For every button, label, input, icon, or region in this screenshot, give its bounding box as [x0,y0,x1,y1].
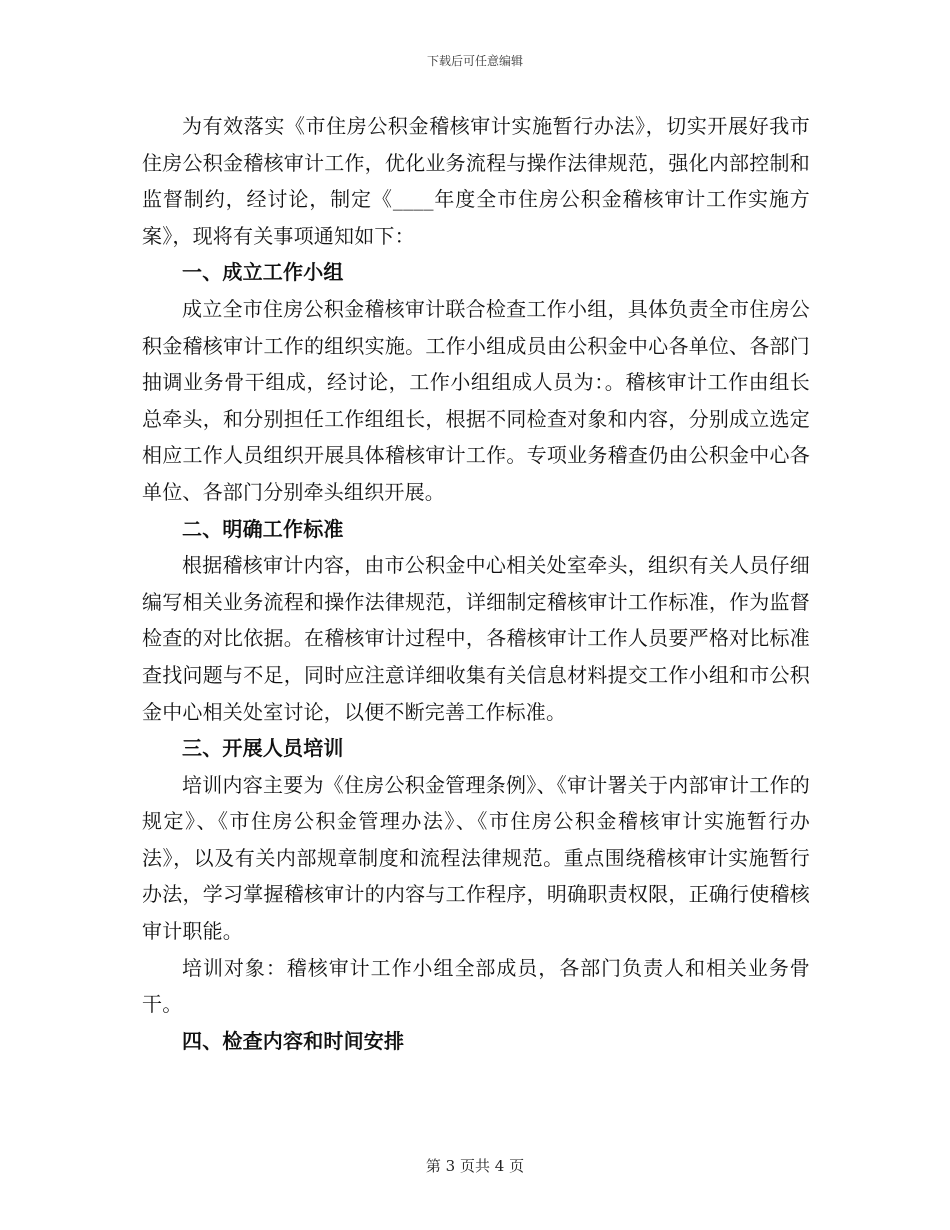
section-3-paragraph-2: 培训对象：稽核审计工作小组全部成员，各部门负责人和相关业务骨干。 [142,955,810,1017]
page-footer: 第 3 页共 4 页 [425,1157,525,1175]
section-heading-2: 二、明确工作标准 [182,516,344,541]
document-body [142,108,810,1059]
section-heading-1: 一、成立工作小组 [182,260,344,285]
section-3-paragraph-1: 培训内容主要为《住房公积金管理条例》、《审计署关于内部审计工作的规定》、《市住房公积金管理办法》、《市住房公积金稽核审计实施暂行办法》，以及有关内部规章制度和流程法律规范。重点围绕稽核审计实施暂行办法，学习掌握稽核审计的内容与工作程序，明确职责权限，正确行使稽核审计职能。 [142,772,810,944]
section-1-paragraph: 成立全市住房公积金稽核审计联合检查工作小组，具体负责全市住房公积金稽核审计工作的组织实施。工作小组成员由公积金中心各单位、各部门抽调业务骨干组成，经讨论，工作小组组成人员为：。稽核审计工作由组长总牵头，和分别担任工作组组长，根据不同检查对象和内容，分别成立选定相应工作人员组织开展具体稽核审计工作。专项业务稽查仍由公积金中心各单位、各部门分别牵头组织开展。 [142,296,810,504]
section-heading-3: 三、开展人员培训 [182,736,344,761]
section-heading-4: 四、检查内容和时间安排 [182,1028,405,1053]
section-2-paragraph: 根据稽核审计内容，由市公积金中心相关处室牵头，组织有关人员仔细编写相关业务流程和操作法律规范，详细制定稽核审计工作标准，作为监督检查的对比依据。在稽核审计过程中，各稽核审计工作人员要严格对比标准查找问题与不足，同时应注意详细收集有关信息材料提交工作小组和市公积金中心相关处室讨论，以便不断完善工作标准。 [142,553,810,724]
intro-paragraph: 为有效落实《市住房公积金稽核审计实施暂行办法》，切实开展好我市住房公积金稽核审计工作，优化业务流程与操作法律规范，强化内部控制和监督制约，经讨论，制定《____年度全市住房公积金稽核审计工作实施方案》，现将有关事项通知如下： [142,114,810,248]
page-header: 下载后可任意编辑 [426,54,523,68]
